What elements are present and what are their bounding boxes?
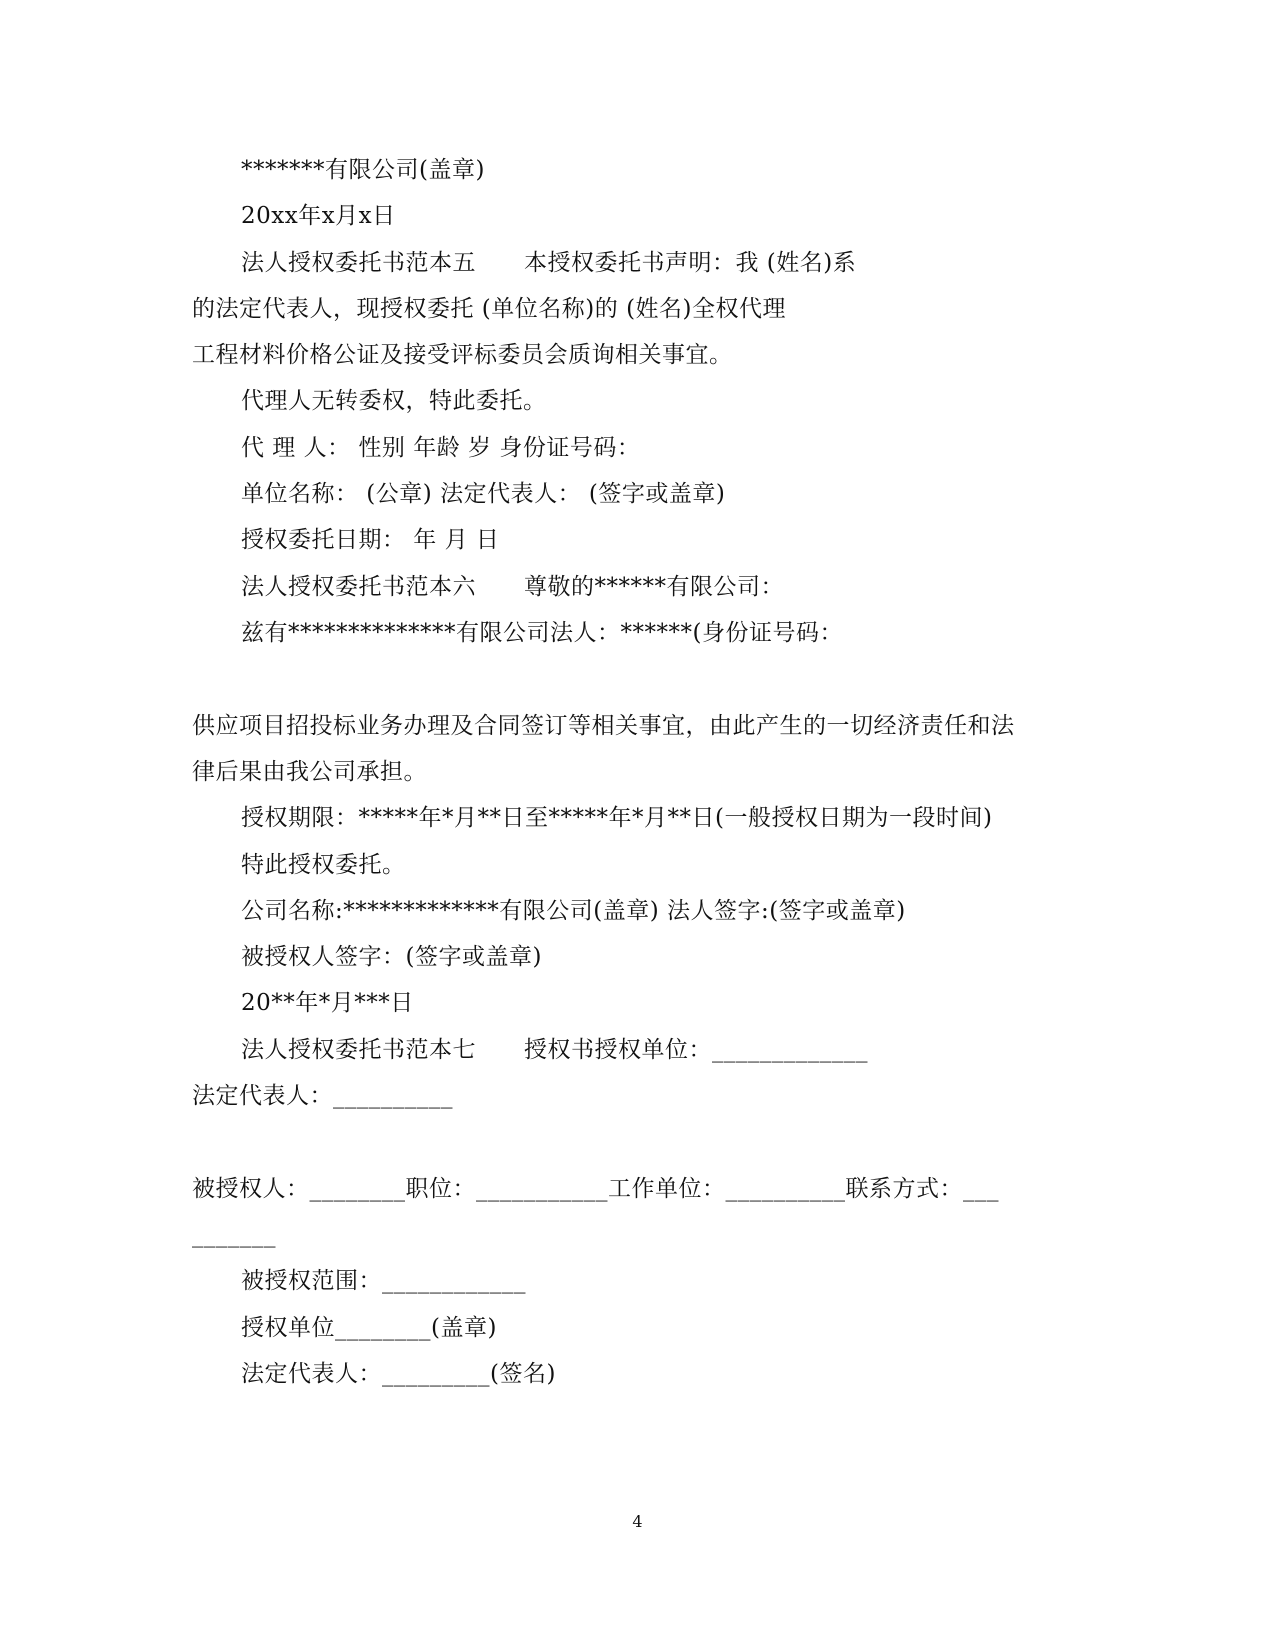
authorizing-unit-seal-field: 授权单位________(盖章) (241, 1315, 497, 1341)
authorization-period-line: 授权期限：*****年*月**日至*****年*月**日(一般授权日期为一段时间) (241, 805, 993, 831)
template-six-heading-line (241, 572, 784, 602)
authorizing-unit-field: 授权书授权单位：_____________ (524, 1037, 868, 1063)
company-seal-line: *******有限公司(盖章) (241, 157, 485, 183)
template-seven-heading: 法人授权委托书范本七 (241, 1037, 476, 1063)
company-name-line: 公司名称:*************有限公司(盖章) 法人签字:(签字或盖章) (241, 898, 906, 924)
body-line: 特此授权委托。 (241, 852, 406, 878)
authorization-date-line: 授权委托日期： 年 月 日 (241, 527, 500, 553)
date-line: 20xx年x月x日 (241, 203, 396, 229)
body-line: 供应项目招投标业务办理及合同签订等相关事宜，由此产生的一切经济责任和法 (192, 713, 1015, 739)
legal-representative-field: 法定代表人：__________ (192, 1083, 453, 1109)
authorization-scope-field: 被授权范围：____________ (241, 1268, 526, 1294)
authorized-signature-line: 被授权人签字：(签字或盖章) (241, 944, 542, 970)
declaration-text: 本授权委托书声明：我 (姓名)系 (524, 250, 857, 276)
body-line: 兹有**************有限公司法人：******(身份证号码： (241, 620, 843, 646)
body-line: 工程材料价格公证及接受评标委员会质询相关事宜。 (192, 342, 733, 368)
template-five-heading-line (241, 248, 856, 278)
legal-representative-signature-field: 法定代表人：_________(签名) (241, 1361, 556, 1387)
body-line: 代理人无转委权，特此委托。 (241, 388, 547, 414)
template-six-heading: 法人授权委托书范本六 (241, 574, 476, 600)
template-five-heading: 法人授权委托书范本五 (241, 250, 476, 276)
body-line: 的法定代表人，现授权委托 (单位名称)的 (姓名)全权代理 (192, 296, 787, 322)
page-number: 4 (632, 1512, 643, 1531)
salutation-text: 尊敬的******有限公司： (524, 574, 784, 600)
unit-name-line: 单位名称： (公章) 法定代表人： (签字或盖章) (241, 481, 726, 507)
authorized-person-fields: 被授权人：________职位：___________工作单位：__________联系方式：___ (192, 1176, 999, 1202)
contact-field-continuation: _______ (192, 1222, 276, 1248)
agent-info-line: 代 理 人： 性别 年龄 岁 身份证号码： (241, 435, 641, 461)
body-line: 律后果由我公司承担。 (192, 759, 427, 785)
date-line: 20**年*月***日 (241, 990, 414, 1016)
template-seven-heading-line (241, 1035, 868, 1065)
